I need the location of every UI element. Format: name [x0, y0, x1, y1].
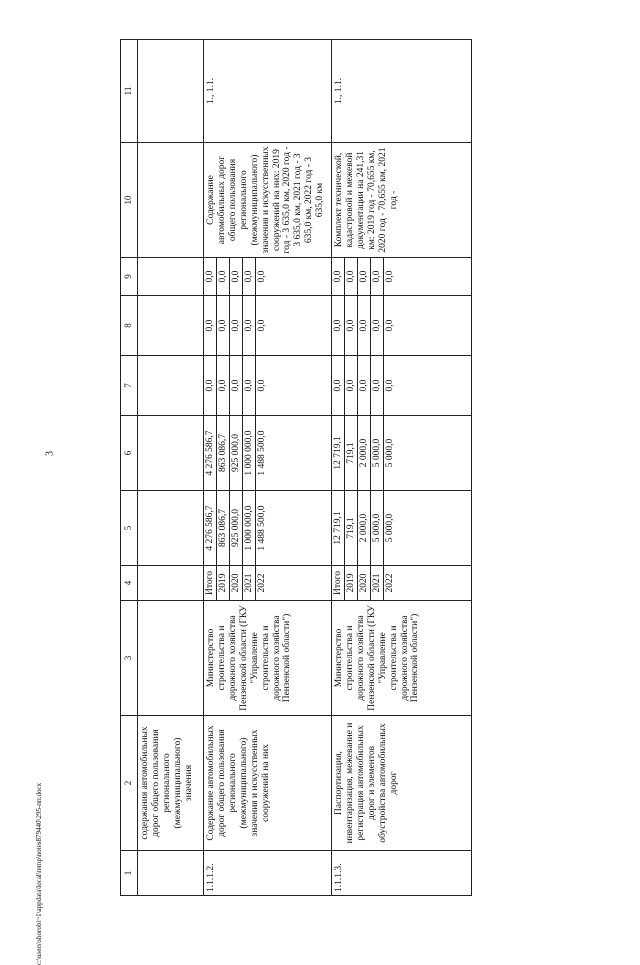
value-cell: 1 488 500,0 — [257, 430, 267, 476]
value-cell: 2 000,0 — [358, 491, 371, 565]
values-col8 — [138, 296, 204, 356]
value-cell: 0,0 — [257, 319, 267, 332]
values-col7 — [204, 356, 332, 416]
value-cell: 1 000 000,0 — [243, 416, 256, 490]
activity-name: Содержание автомобильных дорог общего пользования регионального (межмуниципального) значения и искусственных сооружений на них — [204, 716, 332, 851]
value-cell: 0,0 — [385, 270, 395, 283]
value-cell: 2020 — [230, 566, 243, 600]
link-reference — [138, 40, 204, 143]
values-col6 — [332, 416, 472, 491]
value-cell: 0,0 — [345, 258, 358, 295]
column-header-11: 11 — [121, 40, 138, 143]
indicator: Комплект технической, кадастровой и межевой документации на 241,31 км: 2019 год - 70,655 км, 2020 год - 70,655 км, 2021 год - — [332, 143, 472, 258]
value-cell: 0,0 — [358, 296, 371, 355]
value-cell: 0,0 — [204, 296, 217, 355]
value-cell: 4 276 586,7 — [204, 416, 217, 490]
value-cell: 2019 — [345, 566, 358, 600]
value-cell: 0,0 — [332, 356, 345, 415]
executor: Министерство строительства и дорожного хозяйства Пензенской области (ГКУ "Управление строительства и дорожного хозяйства Пензенской области") — [204, 601, 332, 716]
value-cell: 0,0 — [230, 356, 243, 415]
value-cell: 719,1 — [345, 491, 358, 565]
value-cell: 0,0 — [257, 379, 267, 392]
table-row — [332, 40, 472, 896]
values-col9 — [138, 258, 204, 296]
value-cell: 0,0 — [243, 356, 256, 415]
value-cell: 1 000 000,0 — [243, 491, 256, 565]
executor — [138, 601, 204, 716]
value-cell: 0,0 — [371, 356, 384, 415]
value-cell: 0,0 — [217, 258, 230, 295]
activity-name: содержания автомобильных дорог общего пользования регионального (межмуниципального) значения — [138, 716, 204, 851]
value-cell: 2022 — [385, 573, 395, 593]
values-col5 — [138, 491, 204, 566]
values-col6 — [138, 416, 204, 491]
value-cell: 0,0 — [358, 356, 371, 415]
link-reference: 1., 1.1. — [332, 40, 472, 143]
value-cell: 5 000,0 — [385, 513, 395, 543]
values-col5 — [204, 491, 332, 566]
value-cell: 12 719,1 — [332, 416, 345, 490]
value-cell: 0,0 — [217, 356, 230, 415]
value-cell: 0,0 — [243, 296, 256, 355]
values-col8 — [204, 296, 332, 356]
values-col6 — [204, 416, 332, 491]
value-cell: 1 488 500,0 — [257, 505, 267, 551]
value-cell: 0,0 — [332, 258, 345, 295]
values-col9 — [204, 258, 332, 296]
values-col5 — [332, 491, 472, 566]
value-cell: 0,0 — [332, 296, 345, 355]
column-header-3: 3 — [121, 601, 138, 716]
values-col9 — [332, 258, 472, 296]
column-header-7: 7 — [121, 356, 138, 416]
value-cell: 0,0 — [358, 258, 371, 295]
value-cell: 863 086,7 — [217, 416, 230, 490]
column-header-4: 4 — [121, 566, 138, 601]
value-cell: Итого — [204, 566, 217, 600]
link-reference: 1., 1.1. — [204, 40, 332, 143]
values-col7 — [332, 356, 472, 416]
value-cell: 0,0 — [204, 356, 217, 415]
value-cell: Итого — [332, 566, 345, 600]
executor: Министерство строительства и дорожного хозяйства Пензенской области (ГКУ "Управление строительства и дорожного хозяйства Пензенской области") — [332, 601, 472, 716]
value-cell: 2021 — [243, 566, 256, 600]
row-number: 1.1.1.3. — [332, 851, 472, 896]
footer-path: c:\users\shorobi~1\appdata\local\temp\notes879440\295-пп.docx — [35, 782, 43, 965]
value-cell: 0,0 — [230, 258, 243, 295]
values-col7 — [138, 356, 204, 416]
column-header-2: 2 — [121, 716, 138, 851]
column-header-8: 8 — [121, 296, 138, 356]
program-table-container — [120, 40, 454, 896]
value-cell: 0,0 — [385, 379, 395, 392]
table-row — [204, 40, 332, 896]
column-header-6: 6 — [121, 416, 138, 491]
value-cell: 0,0 — [243, 258, 256, 295]
program-table — [120, 39, 472, 896]
value-cell: 2021 — [371, 566, 384, 600]
value-cell: 2019 — [217, 566, 230, 600]
value-cell: 2 000,0 — [358, 416, 371, 490]
column-header-9: 9 — [121, 258, 138, 296]
indicator: Содержание автомобильных дорог общего пользования регионального (межмуниципального) значения и искусственных сооружений на них: 2019 год - 3 635,0 км, 2020 год - 3 635,0 км, 2021 год - 3 635,0 км, 2022 год - 3 635,0 км — [204, 143, 332, 258]
values-col8 — [332, 296, 472, 356]
value-cell: 925 000,0 — [230, 491, 243, 565]
value-cell: 5 000,0 — [385, 438, 395, 468]
page-number: 3 — [44, 451, 56, 456]
value-cell: 0,0 — [371, 258, 384, 295]
value-cell: 0,0 — [345, 296, 358, 355]
column-header-1: 1 — [121, 851, 138, 896]
row-number: 1.1.1.2. — [204, 851, 332, 896]
indicator — [138, 143, 204, 258]
value-cell: 2022 — [257, 573, 267, 593]
value-cell: 863 086,7 — [217, 491, 230, 565]
activity-name: Паспортизация, инвентаризация, межевание и регистрация автомобильных дорог и элементов обустройства автомобильных дорог — [332, 716, 472, 851]
value-cell: 0,0 — [371, 296, 384, 355]
table-row — [138, 40, 204, 896]
value-cell: 12 719,1 — [332, 491, 345, 565]
value-cell: 4 276 586,7 — [204, 491, 217, 565]
row-number — [138, 851, 204, 896]
values-years — [332, 566, 472, 601]
value-cell: 0,0 — [230, 296, 243, 355]
values-years — [204, 566, 332, 601]
value-cell: 925 000,0 — [230, 416, 243, 490]
values-years — [138, 566, 204, 601]
value-cell: 0,0 — [257, 270, 267, 283]
value-cell: 2020 — [358, 566, 371, 600]
value-cell: 719,1 — [345, 416, 358, 490]
value-cell: 0,0 — [204, 258, 217, 295]
value-cell: 0,0 — [385, 319, 395, 332]
value-cell: 5 000,0 — [371, 491, 384, 565]
column-header-5: 5 — [121, 491, 138, 566]
value-cell: 0,0 — [345, 356, 358, 415]
value-cell: 0,0 — [217, 296, 230, 355]
column-header-10: 10 — [121, 143, 138, 258]
value-cell: 5 000,0 — [371, 416, 384, 490]
column-header-row — [121, 40, 138, 896]
